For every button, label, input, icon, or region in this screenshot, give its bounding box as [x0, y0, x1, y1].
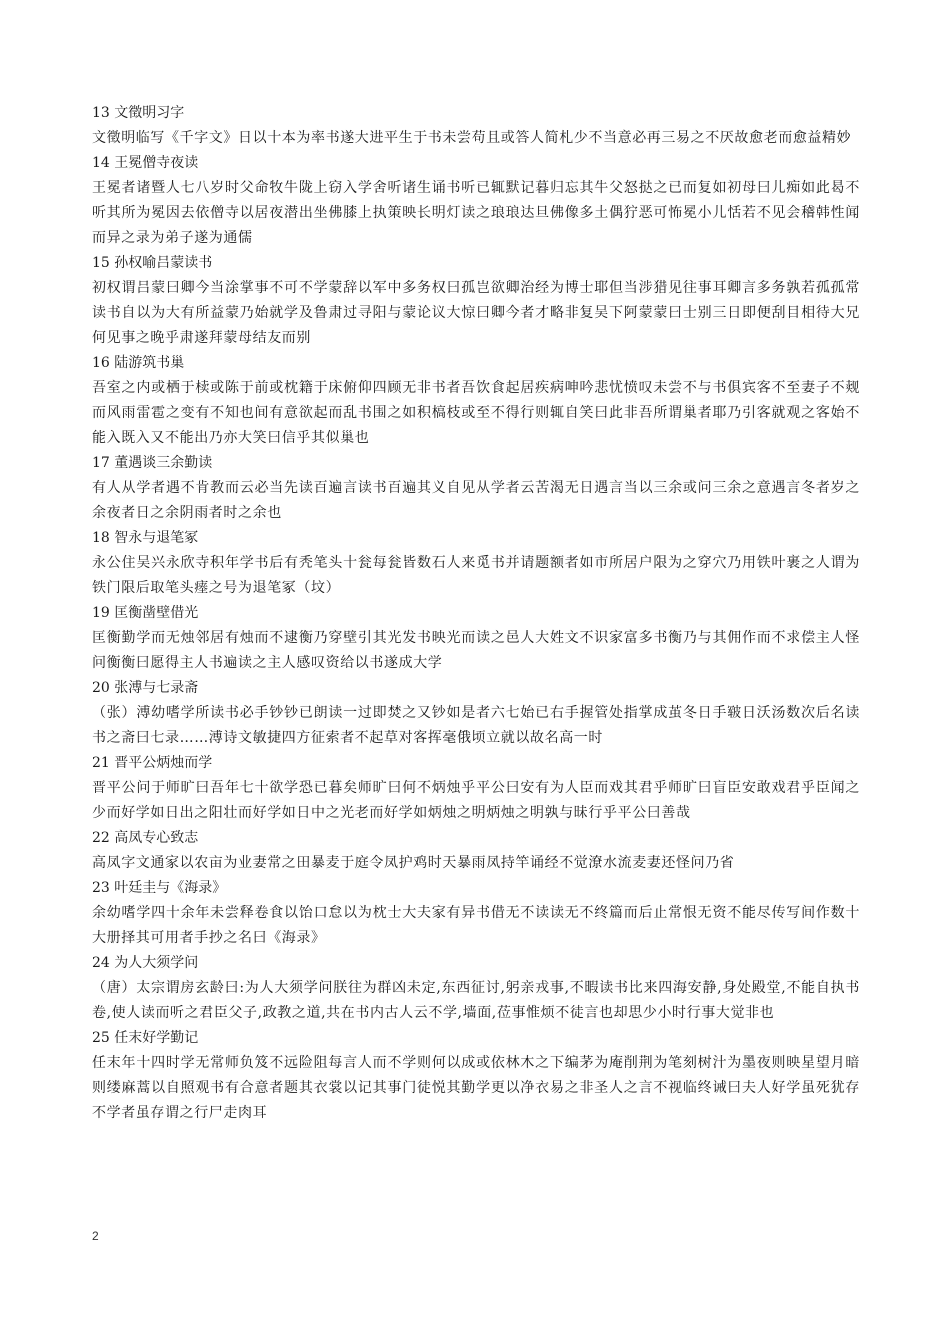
entry-title: 23 叶廷圭与《海录》 [92, 880, 227, 896]
entry-body: 匡衡勤学而无烛邻居有烛而不逮衡乃穿壁引其光发书映光而读之邑人大姓文不识家富多书衡乃与其佣作而不求偿主人怪问衡衡曰愿得主人书遍读之主人感叹资给以书遂成大学 [92, 630, 860, 671]
entry-title: 21 晋平公炳烛而学 [92, 755, 213, 771]
entry-title: 24 为人大须学问 [92, 955, 199, 971]
entry-23 [92, 876, 860, 951]
entry-body: （唐）太宗谓房玄龄曰:为人大须学问朕往为群凶未定,东西征讨,躬亲戎事,不暇读书比来四海安静,身处殿堂,不能自执书卷,使人读而听之君臣父子,政教之道,共在书内古人云不学,墙面,莅事惟烦不徒言也却思少小时行事大觉非也 [92, 980, 860, 1021]
entry-title: 20 张溥与七录斋 [92, 680, 199, 696]
entry-title: 22 高凤专心致志 [92, 830, 199, 846]
entry-body: 晋平公问于师旷曰吾年七十欲学恐已暮矣师旷曰何不炳烛乎平公曰安有为人臣而戏其君乎师旷曰盲臣安敢戏君乎臣闻之少而好学如日出之阳壮而好学如日中之光老而好学如炳烛之明炳烛之明孰与昧行乎平公曰善哉 [92, 780, 860, 821]
entry-body: 初权谓吕蒙曰卿今当涂掌事不可不学蒙辞以军中多务权曰孤岂欲卿治经为博士耶但当涉猎见往事耳卿言多务孰若孤孤常读书自以为大有所益蒙乃始就学及鲁肃过寻阳与蒙论议大惊曰卿今者才略非复吴下阿蒙蒙曰士别三日即便刮目相待大兄何见事之晚乎肃遂拜蒙母结友而别 [92, 280, 860, 346]
entry-body: （张）溥幼嗜学所读书必手钞钞已朗读一过即焚之又钞如是者六七始已右手握管处指掌成茧冬日手皲日沃汤数次后名读书之斋曰七录……溥诗文敏捷四方征索者不起草对客挥毫俄顷立就以故名高一时 [92, 705, 860, 746]
entry-13 [92, 101, 860, 151]
document-content [92, 101, 860, 1126]
entry-21 [92, 751, 860, 826]
entry-title: 15 孙权喻吕蒙读书 [92, 255, 213, 271]
entry-body: 吾室之内或栖于椟或陈于前或枕籍于床俯仰四顾无非书者吾饮食起居疾病呻吟悲忧愤叹未尝不与书俱宾客不至妻子不觌而风雨雷雹之变有不知也间有意欲起而乱书围之如积槁枝或至不得行则辄自笑曰此非吾所谓巢者耶乃引客就观之客始不能入既入又不能出乃亦大笑曰信乎其似巢也 [92, 380, 860, 446]
entry-title: 19 匡衡凿壁借光 [92, 605, 199, 621]
entry-title: 13 文徵明习字 [92, 105, 185, 121]
entry-body: 余幼嗜学四十余年未尝释卷食以饴口怠以为枕士大夫家有异书借无不读读无不终篇而后止常恨无资不能尽传写间作数十大册择其可用者手抄之名曰《海录》 [92, 905, 860, 946]
entry-title: 14 王冕僧寺夜读 [92, 155, 199, 171]
entry-17 [92, 451, 860, 526]
entry-title: 17 董遇谈三余勤读 [92, 455, 213, 471]
entry-16 [92, 351, 860, 451]
entry-25 [92, 1026, 860, 1126]
entry-22 [92, 826, 860, 876]
entry-title: 18 智永与退笔冢 [92, 530, 199, 546]
entry-body: 任末年十四时学无常师负笈不远险阻每言人而不学则何以成或依林木之下编茅为庵削荆为笔刻树汁为墨夜则映星望月暗则缕麻蒿以自照观书有合意者题其衣裳以记其事门徒悦其勤学更以净衣易之非圣人之言不视临终诫曰夫人好学虽死犹存不学者虽存谓之行尸走肉耳 [92, 1055, 860, 1121]
entry-14 [92, 151, 860, 251]
entry-body: 有人从学者遇不肯教而云必当先读百遍言读书百遍其义自见从学者云苦渴无日遇言当以三余或问三余之意遇言冬者岁之余夜者日之余阴雨者时之余也 [92, 480, 860, 521]
entry-15 [92, 251, 860, 351]
page-number: 2 [92, 1229, 99, 1243]
entry-body: 永公住吴兴永欣寺积年学书后有秃笔头十瓮每瓮皆数石人来觅书并请题额者如市所居户限为之穿穴乃用铁叶裹之人谓为铁门限后取笔头瘗之号为退笔冢（坟） [92, 555, 860, 596]
entry-20 [92, 676, 860, 751]
entry-body: 王冕者诸暨人七八岁时父命牧牛陇上窃入学舍听诸生诵书听已辄默记暮归忘其牛父怒挞之已而复如初母曰儿痴如此曷不听其所为冕因去依僧寺以居夜潜出坐佛膝上执策映长明灯读之琅琅达旦佛像多土偶狞恶可怖冕小儿恬若不见会稽韩性闻而异之录为弟子遂为通儒 [92, 180, 860, 246]
entry-body: 文徵明临写《千字文》日以十本为率书遂大进平生于书未尝苟且或答人简札少不当意必再三易之不厌故愈老而愈益精妙 [92, 130, 852, 146]
entry-18 [92, 526, 860, 601]
entry-title: 25 任末好学勤记 [92, 1030, 199, 1046]
entry-title: 16 陆游筑书巢 [92, 355, 185, 371]
entry-24 [92, 951, 860, 1026]
entry-19 [92, 601, 860, 676]
entry-body: 高凤字文通家以农亩为业妻常之田暴麦于庭令凤护鸡时天暴雨凤持竿诵经不觉潦水流麦妻还怪问乃省 [92, 855, 735, 871]
